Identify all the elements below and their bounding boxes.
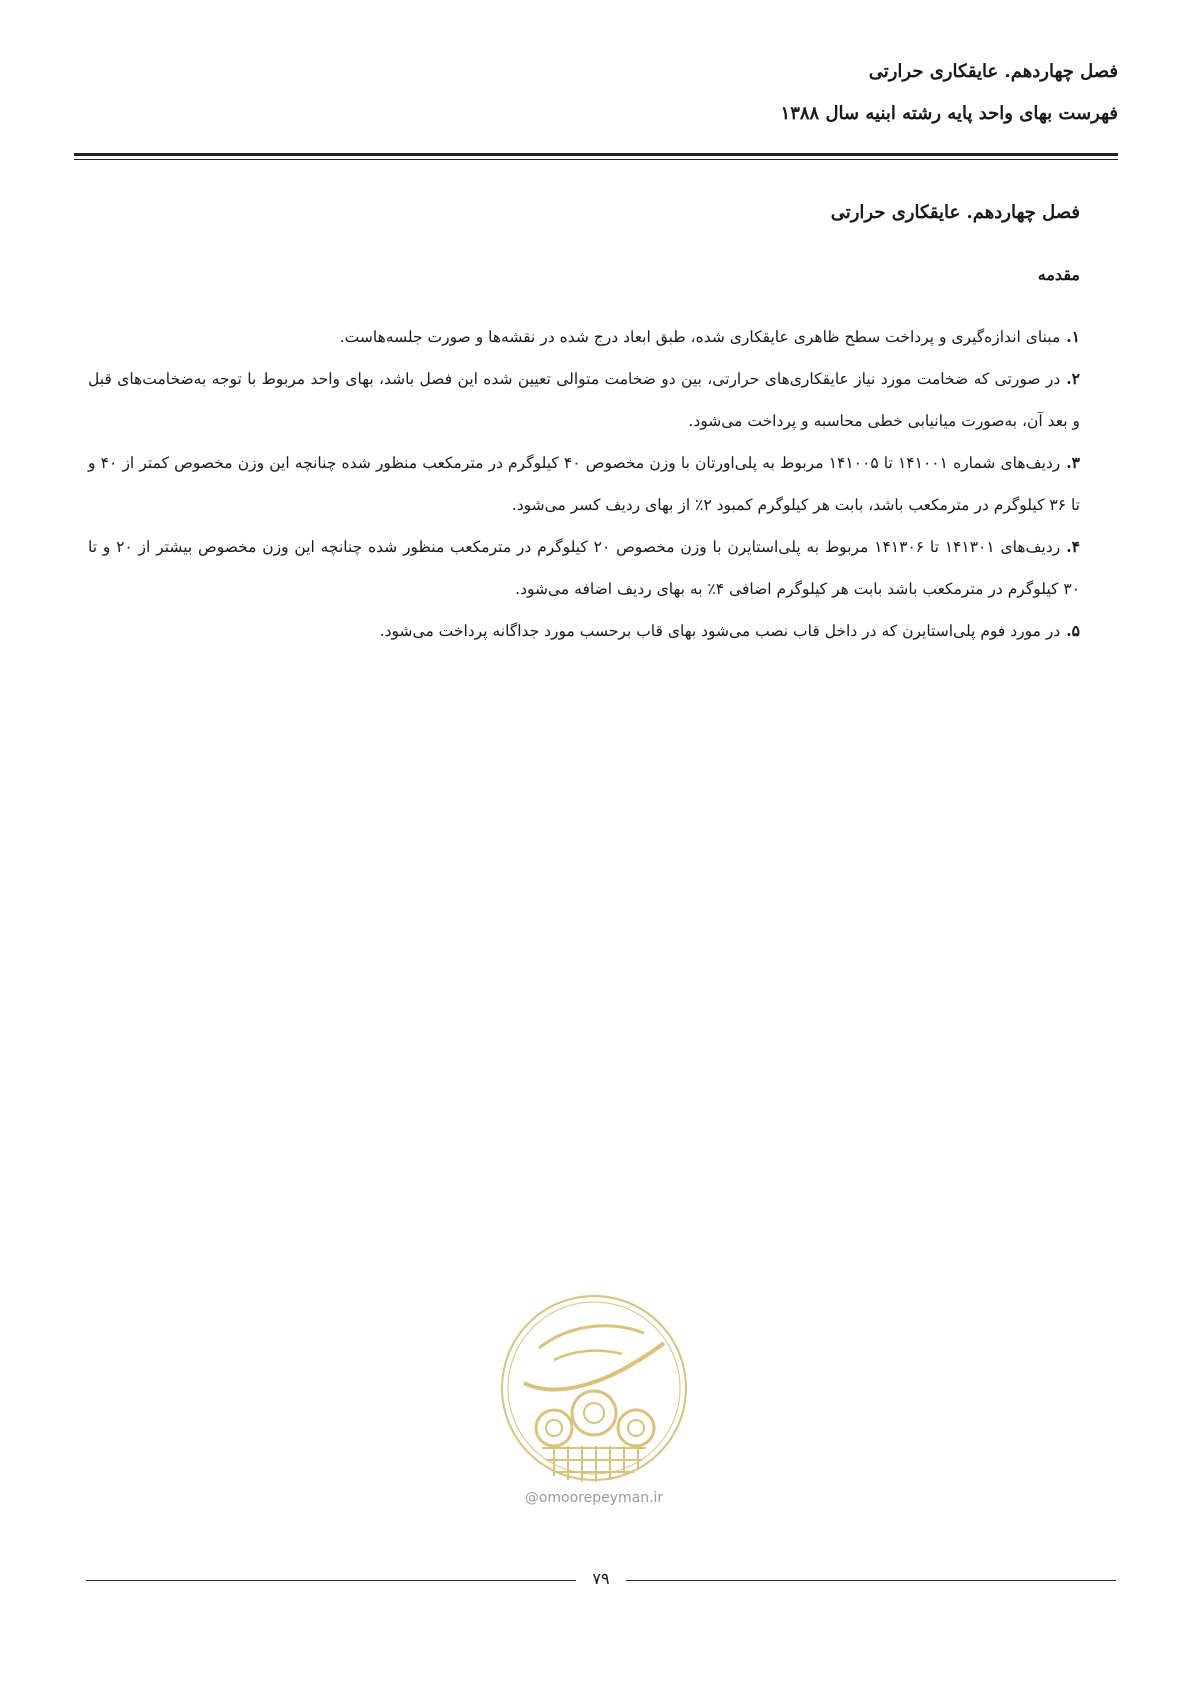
clause-item <box>88 610 1080 652</box>
clause-item <box>88 358 1080 442</box>
page-header <box>118 60 1118 144</box>
footer-divider-right <box>626 1580 1116 1581</box>
clause-list <box>88 316 1080 652</box>
main-content <box>88 200 1080 652</box>
header-divider-thick <box>74 153 1118 156</box>
watermark-seal-logo <box>494 1288 694 1488</box>
clause-number: ۵. <box>1066 621 1080 640</box>
clause-number: ۳. <box>1066 453 1080 472</box>
chapter-title: فصل چهاردهم. عایقکاری حرارتی <box>830 202 1080 223</box>
clause-text: ردیف‌های ۱۴۱۳۰۱ تا ۱۴۱۳۰۶ مربوط به پلی‌استایرن با وزن مخصوص ۲۰ کیلوگرم در مترمکعب منظور شده چنانچه این وزن مخصوص بیشتر از ۲۰ و تا ۳۰ کیلوگرم در مترمکعب باشد بابت هر کیلوگرم اضافی ۴٪ به بهای ردیف اضافه می‌شود. <box>88 538 1080 598</box>
clause-text: در مورد فوم پلی‌استایرن که در داخل قاب نصب می‌شود بهای قاب برحسب مورد جداگانه پرداخت می‌شود. <box>379 622 1061 640</box>
clause-text: در صورتی که ضخامت مورد نیاز عایقکاری‌های حرارتی، بین دو ضخامت متوالی تعیین شده این فصل باشد، بهای واحد مربوط با توجه به‌ضخامت‌های قبل و بعد آن، به‌صورت میانیابی خطی محاسبه و پرداخت می‌شود. <box>88 370 1080 430</box>
clause-number: ۲. <box>1066 369 1080 388</box>
footer-divider-left <box>86 1580 576 1581</box>
header-publication-title: فهرست بهای واحد پایه رشته ابنیه سال ۱۳۸۸ <box>780 103 1118 124</box>
header-divider-thin <box>74 159 1118 160</box>
clause-item <box>88 526 1080 610</box>
clause-number: ۴. <box>1066 537 1080 556</box>
page-number: ۷۹ <box>592 1569 610 1588</box>
header-chapter-title: فصل چهاردهم. عایقکاری حرارتی <box>868 61 1118 82</box>
clause-text: مبنای اندازه‌گیری و پرداخت سطح ظاهری عایقکاری شده، طبق ابعاد درج شده در نقشه‌ها و صورت جلسه‌هاست. <box>339 328 1061 346</box>
introduction-heading: مقدمه <box>1037 265 1080 284</box>
clause-item <box>88 316 1080 358</box>
clause-number: ۱. <box>1066 327 1080 346</box>
clause-item <box>88 442 1080 526</box>
clause-text: ردیف‌های شماره ۱۴۱۰۰۱ تا ۱۴۱۰۰۵ مربوط به پلی‌اورتان با وزن مخصوص ۴۰ کیلوگرم در مترمکعب منظور شده چنانچه این وزن مخصوص کمتر از ۴۰ و تا ۳۶ کیلوگرم در مترمکعب باشد، بابت هر کیلوگرم کمبود ۲٪ از بهای ردیف کسر می‌شود. <box>88 454 1080 514</box>
watermark-caption: @omoorepeyman.ir <box>524 1490 664 1506</box>
